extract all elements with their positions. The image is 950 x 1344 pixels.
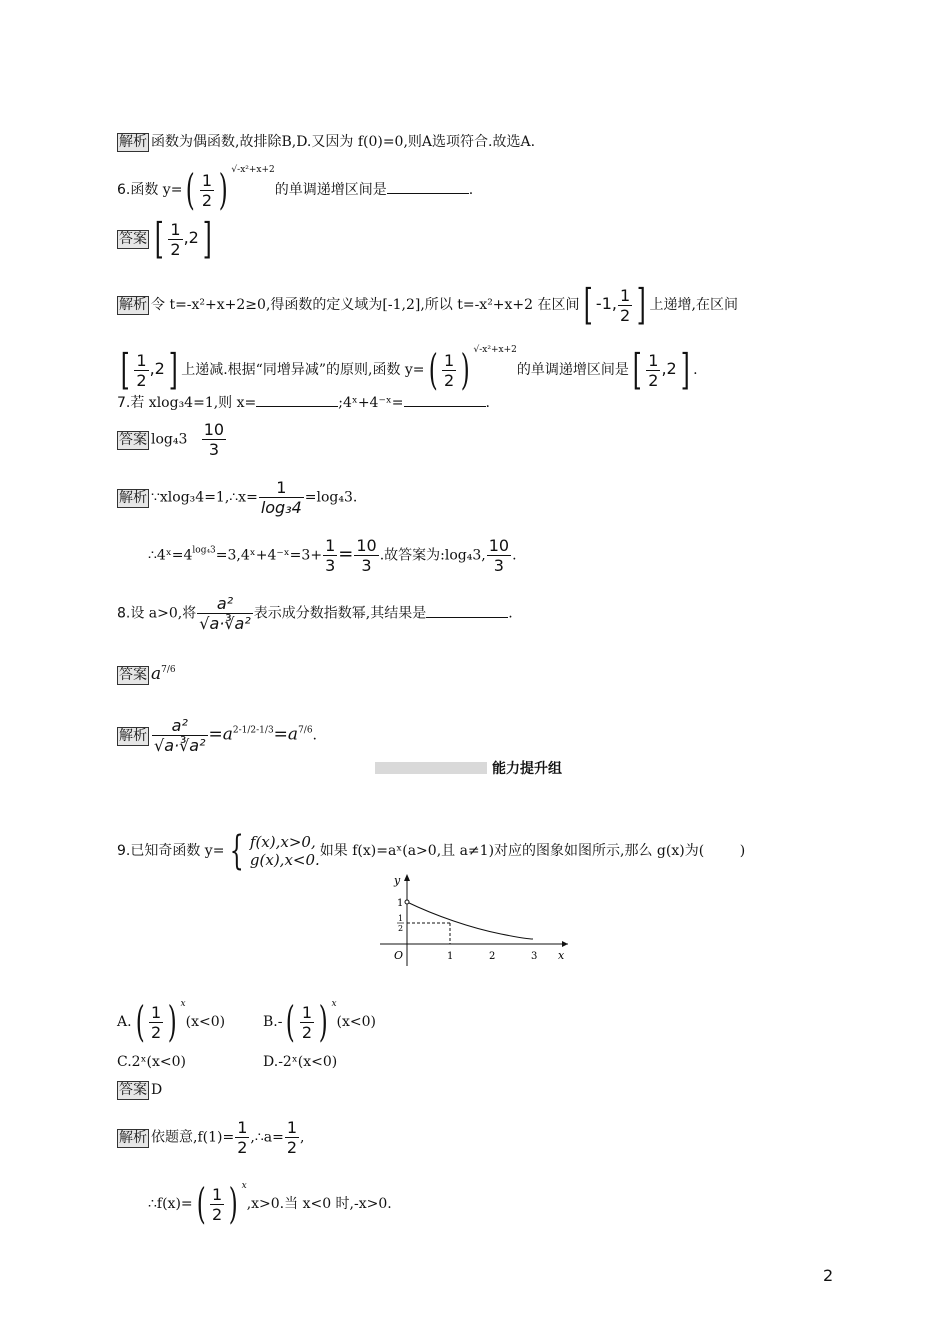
q9-answer-value: D (151, 1082, 163, 1098)
q9-option-d[interactable] (263, 1052, 337, 1072)
q8-frac-num: a² (197, 594, 253, 614)
paren-right: ) (218, 165, 228, 214)
q6-jiexi-2 (117, 340, 698, 394)
bracket-left: [ (583, 280, 593, 329)
q9-number: 9. (117, 843, 131, 859)
option-b-sign: - (277, 1014, 283, 1030)
paren-left: ( (196, 1179, 206, 1228)
q6-int2-frac: $\frac{1}{2}$ (136, 350, 147, 390)
q8-jiexi-num: a² (152, 716, 208, 736)
jiexi-label: 解析 (119, 727, 147, 744)
y-label: y (394, 874, 401, 887)
q6-int1-left: -1, (595, 294, 617, 313)
q6-int3-right: ,2 (661, 359, 677, 378)
q8-frac (197, 594, 253, 633)
q6-answer (117, 214, 215, 263)
q8-frac-den: √a·∛a² (199, 614, 251, 633)
x-arrow-icon (562, 941, 568, 947)
q9-half-3: $\frac{1}{2}$ (212, 1184, 223, 1224)
q6-int1-frac: $\frac{1}{2}$ (619, 285, 631, 325)
q8-ans-exp: 7/6 (161, 665, 176, 675)
q9-option-a[interactable]: A.( $\frac{1}{2}$ ) $^x$(x<0) (117, 997, 226, 1046)
daan-label: 答案 (119, 1082, 147, 1098)
q9-answer (117, 1080, 162, 1100)
q8-number: 8. (117, 605, 131, 622)
q7-blank-2 (404, 392, 486, 407)
q8-answer (117, 660, 176, 685)
q9-line2-b: ,x>0.当 x<0 时,-x>0. (246, 1196, 392, 1212)
q7-final-num: 10 (488, 536, 510, 555)
option-d-text: -2ˣ(x<0) (278, 1054, 338, 1070)
option-c-label: C. (117, 1054, 132, 1070)
q9-case1: f(x),x>0, (249, 833, 316, 851)
q7-ans-frac (202, 420, 226, 459)
q9-option-c[interactable] (117, 1052, 186, 1072)
q7-answer (117, 420, 227, 459)
q6-answer-frac (168, 220, 182, 259)
q8-question: 8.设 a>0,将 $\frac{\text{a²}}{\text{√a·∛a²}}$ 表示成分数指数幂,其结果是 . (117, 594, 513, 633)
daan-label: 答案 (119, 667, 147, 683)
q7-final-den: 3 (493, 556, 504, 575)
paren-left: ( (186, 165, 196, 214)
q8-jiexi-frac (152, 716, 208, 755)
q7-three: 3 (361, 556, 372, 575)
jiexi-label: 解析 (119, 297, 147, 313)
q6-ans-den: 2 (170, 239, 181, 259)
q6-jiexi-d: 的单调递增区间是 (516, 362, 629, 378)
q7-text-a: 若 xlog₃4=1,则 x= (130, 395, 257, 411)
q6-half: $\frac{1}{2}$ (201, 170, 213, 210)
q5-jiexi-line (117, 132, 535, 152)
q6-int2-right: ,2 (149, 359, 165, 378)
x-tick-2: 2 (489, 951, 496, 962)
q7-ans-num: 10 (203, 420, 225, 439)
q9-jiexi-c: , (300, 1129, 305, 1146)
paren-right: ) (167, 997, 177, 1046)
open-point (405, 900, 409, 904)
bracket-right: ] (168, 345, 178, 394)
bracket-right: ] (202, 214, 212, 263)
q7-frac-num: 1 (259, 478, 304, 498)
q7-line2-c: .故答案为:log₄3, (379, 547, 486, 564)
q6-question: 6.函数 y=( $\frac{1}{2}$ ) $^{√-x^2+x+2}$的单调递增区间是 . (117, 165, 474, 214)
bracket-right: ] (680, 345, 690, 394)
q9-case2: g(x),x<0. (249, 851, 320, 869)
q7-line2-a: ∴4ˣ=4 (148, 547, 193, 564)
q7-frac-den: log₃4 (260, 498, 302, 517)
brace-left: { (230, 828, 245, 874)
bracket-right: ] (636, 280, 646, 329)
q7-jiexi-b: =log₄3. (304, 489, 358, 506)
q6-jiexi-c: 上递减.根据“同增异减”的原则,函数 y= (181, 362, 425, 378)
q9-cases (250, 833, 320, 869)
q8-jiexi: 解析 $\frac{\text{a²}}{\text{√a·∛a²}}$ $=a^{2-1/2-1/3}=a^{7/6}$. (119, 716, 317, 755)
q7-text-b: ;4ˣ+4⁻ˣ= (338, 395, 404, 411)
q9-jiexi-a: 依题意,f(1)= (151, 1129, 235, 1146)
y-tick-half-num: 1 (398, 914, 404, 923)
q7-blank-1 (256, 392, 338, 407)
option-a-label: A. (117, 1014, 132, 1030)
q9-jiexi-1 (117, 1118, 304, 1157)
q8-jiexi-exp1: 2-1/2-1/3 (232, 725, 274, 736)
q6-jiexi-half: $\frac{1}{2}$ (443, 350, 455, 390)
q7-ten: 10 (356, 536, 377, 555)
option-d-label: D. (263, 1054, 279, 1070)
paren-left: ( (135, 997, 145, 1046)
x-label: x (558, 949, 565, 962)
q8-jiexi-den: √a·∛a² (154, 736, 206, 755)
q9-graph (376, 870, 576, 970)
q6-jiexi-exponent: √-x²+x+2 (473, 345, 517, 355)
x-tick-3: 3 (531, 951, 538, 962)
q7-jiexi-1 (117, 478, 357, 517)
option-b-frac: $\frac{1}{2}$ (301, 1002, 313, 1042)
y-arrow-icon (404, 874, 410, 881)
q6-ans-num: 1 (170, 219, 181, 239)
q7-jiexi-frac (259, 478, 304, 517)
daan-label: 答案 (119, 231, 147, 247)
q7-jiexi-2: $\therefore 4ˣ=4^{log_43}=3,4ˣ+4^-ˣ=3+$ $\frac{1}{3}$ = $\frac{10}{3}$ .故答案为:log₄3, $\frac{10}{3}$ . (148, 536, 517, 575)
paren-right: ) (228, 1179, 238, 1228)
option-b-label: B. (263, 1014, 278, 1030)
section-bar (375, 762, 487, 774)
bracket-left: [ (120, 345, 130, 394)
q8-text-b: 表示成分数指数幂,其结果是 (253, 605, 427, 622)
q9-text-b: 如果 f(x)=aˣ(a>0,且 a≠1)对应的图象如图所示,那么 g(x)为( (319, 843, 705, 859)
q7-ans-a: log₄3 (151, 431, 188, 448)
q7-number: 7. (117, 395, 131, 411)
q7-third: $\frac{1}{3}$ (325, 536, 336, 575)
q7-ten-thirds (354, 536, 378, 575)
origin-label: O (394, 949, 404, 962)
bracket-left: [ (154, 214, 164, 263)
q6-blank (387, 179, 469, 194)
bracket-left: [ (632, 345, 642, 394)
option-a-frac: $\frac{1}{2}$ (150, 1002, 162, 1042)
q8-jiexi-eq: =a (273, 724, 299, 745)
q7-line2-b: =3,4ˣ+4⁻ˣ=3+ (215, 547, 323, 564)
jiexi-label: 解析 (119, 134, 147, 150)
q9-line2-a: ∴f(x)= (148, 1196, 193, 1212)
x-tick-1: 1 (447, 951, 454, 962)
option-a-text: (x<0) (185, 1014, 226, 1030)
q7-ans-den: 3 (208, 440, 220, 459)
q9-jiexi-2: ∴f(x)=( $\frac{1}{2}$ ) $^x$,x>0.当 x<0 时,-x>0. (148, 1179, 392, 1228)
q6-post: 的单调递增区间是 (274, 182, 387, 198)
q6-exponent: √-x²+x+2 (231, 165, 275, 175)
q6-jiexi-1 (117, 280, 738, 329)
q9-text-a: 已知奇函数 y= (130, 843, 225, 859)
jiexi-label: 解析 (119, 1129, 147, 1146)
q7-jiexi-a: ∵xlog₃4=1,∴x= (151, 489, 258, 506)
q8-jiexi-exp2: 7/6 (298, 725, 313, 736)
q6-period: . (693, 362, 698, 378)
paren-right: ) (318, 997, 328, 1046)
q8-text-a: 设 a>0,将 (130, 605, 197, 622)
q9-question (117, 830, 745, 872)
page-number: 2 (823, 1266, 834, 1285)
q7-final-frac (487, 536, 511, 575)
jiexi-label: 解析 (119, 489, 147, 506)
q6-jiexi-a: 令 t=-x²+x+2≥0,得函数的定义域为[-1,2],所以 t=-x²+x+2 在区间 (151, 297, 580, 313)
q9-half-1: $\frac{1}{2}$ (237, 1118, 248, 1157)
q6-pre: 函数 y= (130, 182, 183, 198)
section-title: 能力提升组 (492, 761, 562, 777)
q9-half-2: $\frac{1}{2}$ (286, 1118, 298, 1157)
y-tick-half-den: 2 (398, 924, 404, 933)
y-tick-1: 1 (397, 898, 404, 909)
q9-jiexi-b: ,∴a= (250, 1129, 284, 1146)
q6-ans-right: ,2 (183, 228, 199, 247)
paren-left: ( (428, 345, 438, 394)
option-b-text: (x<0) (336, 1014, 376, 1030)
q7-question: 7.若 xlog₃4=1,则 x= ;4ˣ+4⁻ˣ= . (117, 392, 490, 413)
q9-text-c: ) (739, 843, 746, 859)
q9-option-b[interactable]: B.-( $\frac{1}{2}$ ) $^x$(x<0) (263, 997, 376, 1046)
exp-curve (407, 902, 533, 939)
q6-int3-frac: $\frac{1}{2}$ (648, 350, 659, 390)
option-c-text: 2ˣ(x<0) (131, 1054, 186, 1070)
q8-blank (426, 603, 508, 618)
q8-jiexi-mid: =a (208, 724, 233, 745)
q6-jiexi-b: 上递增,在区间 (649, 297, 738, 313)
q5-jiexi-text: 函数为偶函数,故排除B,D.又因为 f(0)=0,则A选项符合.故选A. (151, 134, 536, 150)
q6-number: 6. (117, 182, 131, 198)
paren-left: ( (286, 997, 296, 1046)
q7-line2-exp: log₄3 (192, 545, 216, 556)
daan-label: 答案 (119, 431, 147, 448)
q8-ans-base: a (151, 664, 162, 684)
paren-right: ) (460, 345, 470, 394)
